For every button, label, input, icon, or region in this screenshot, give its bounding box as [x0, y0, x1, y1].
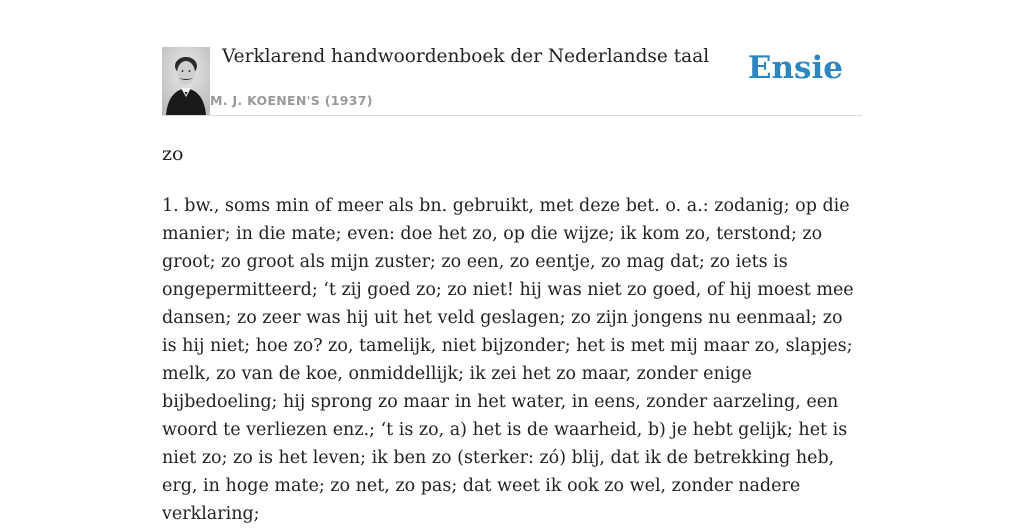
author-portrait-icon: [162, 47, 210, 115]
header: [162, 44, 862, 116]
book-title: Verklarend handwoordenboek der Nederlandse taal: [222, 46, 710, 67]
author-label: M. J. KOENEN'S (1937): [210, 93, 373, 108]
brand-logo-link[interactable]: Ensie: [747, 50, 843, 86]
entry-headword: zo: [162, 143, 184, 165]
entry-definition: 1. bw., soms min of meer als bn. gebruikt, met deze bet. o. a.: zodanig; op die manier; in die mate; even: doe het zo, op die wijze; ik kom zo, terstond; zo groot; zo groot als mijn zuster; zo een, zo eentje, zo mag dat; zo iets is ongepermitteerd; ‘t zij goed zo; zo niet! hij was niet zo goed, of hij moest mee dansen; zo zeer was hij uit het veld geslagen; zo zijn jongens nu eenmaal; zo is hij niet; hoe zo? zo, tamelijk, niet bijzonder; het is met mij maar zo, slapjes; melk, zo van de koe, onmiddellijk; ik zei het zo maar, zonder enige bijbedoeling; hij sprong zo maar in het water, in eens, zonder aarzeling, een woord te verliezen enz.; ‘t is zo, a) het is de waarheid, b) je hebt gelijk; het is niet zo; zo is het leven; ik ben zo (sterker: zó) blij, dat ik de betrekking heb, erg, in hoge mate; zo net, zo pas; dat weet ik ook zo wel, zonder nadere verklaring;: [162, 196, 854, 524]
